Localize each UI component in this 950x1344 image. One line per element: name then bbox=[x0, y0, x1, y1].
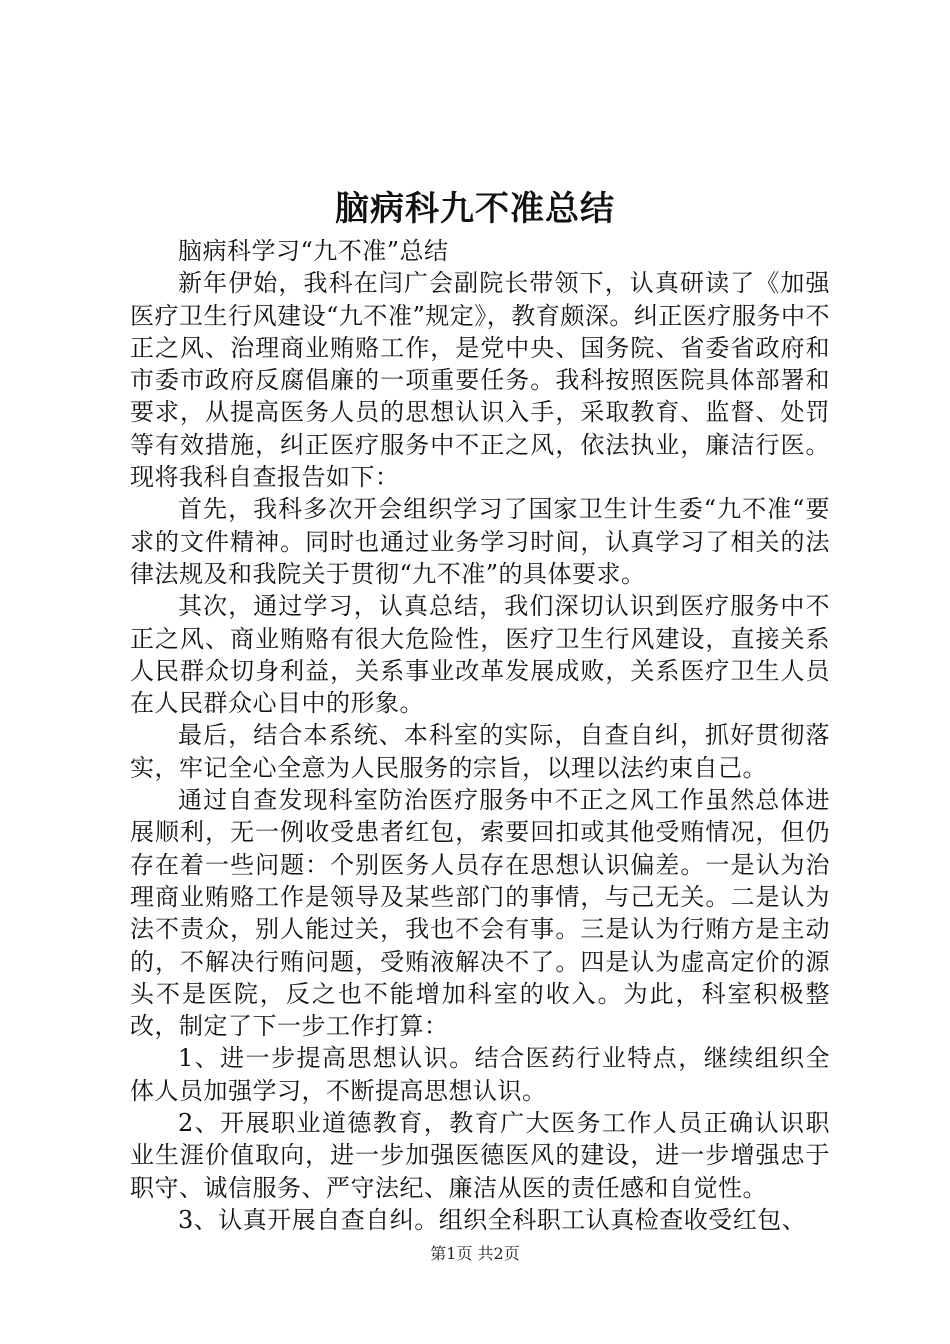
list-item-paragraph: 1、进一步提高思想认识。结合医药行业特点，继续组织全体人员加强学习，不断提高思想认识。 bbox=[130, 1044, 830, 1105]
page-number-footer: 第1页 共2页 bbox=[430, 1244, 520, 1263]
body-paragraph: 通过自查发现科室防治医疗服务中不正之风工作虽然总体进展顺利，无一例收受患者红包，索要回扣或其他受贿情况，但仍存在着一些问题：个别医务人员存在思想认识偏差。一是认为治理商业贿赂工作是领导及某些部门的事情，与己无关。二是认为法不责众，别人能过关，我也不会有事。三是认为行贿方是主动的，不解决行贿问题，受贿液解决不了。四是认为虚高定价的源头不是医院，反之也不能增加科室的收入。为此，科室积极整改，制定了下一步工作打算： bbox=[130, 786, 830, 1041]
body-paragraph: 最后，结合本系统、本科室的实际，自查自纠，抓好贯彻落实，牢记全心全意为人民服务的宗旨，以理以法约束自己。 bbox=[130, 721, 830, 782]
subtitle-paragraph: 脑病科学习“九不准”总结 bbox=[178, 237, 449, 265]
list-item-paragraph: 3、认真开展自查自纠。组织全科职工认真检查收受红包、 bbox=[178, 1205, 807, 1234]
document-body bbox=[130, 235, 830, 1236]
list-item-paragraph: 2、开展职业道德教育，教育广大医务工作人员正确认识职业生涯价值取向，进一步加强医德医风的建设，进一步增强忠于职守、诚信服务、严守法纪、廉洁从医的责任感和自觉性。 bbox=[130, 1109, 830, 1202]
body-paragraph: 新年伊始，我科在闫广会副院长带领下，认真研读了《加强医疗卫生行风建设“九不准”规定》，教育颇深。纠正医疗服务中不正之风、治理商业贿赂工作，是党中央、国务院、省委省政府和市委市政府反腐倡廉的一项重要任务。我科按照医院具体部署和要求，从提高医务人员的思想认识入手，采取教育、监督、处罚等有效措施，纠正医疗服务中不正之风，依法执业，廉洁行医。现将我科自查报告如下： bbox=[130, 269, 830, 492]
body-paragraph: 其次，通过学习，认真总结，我们深切认识到医疗服务中不正之风、商业贿赂有很大危险性，医疗卫生行风建设，直接关系人民群众切身利益，关系事业改革发展成败，关系医疗卫生人员在人民群众心目中的形象。 bbox=[130, 592, 830, 718]
document-title: 脑病科九不准总结 bbox=[335, 189, 615, 229]
body-paragraph: 首先，我科多次开会组织学习了国家卫生计生委“九不准“要求的文件精神。同时也通过业务学习时间，认真学习了相关的法律法规及和我院关于贯彻“九不准”的具体要求。 bbox=[130, 495, 830, 588]
